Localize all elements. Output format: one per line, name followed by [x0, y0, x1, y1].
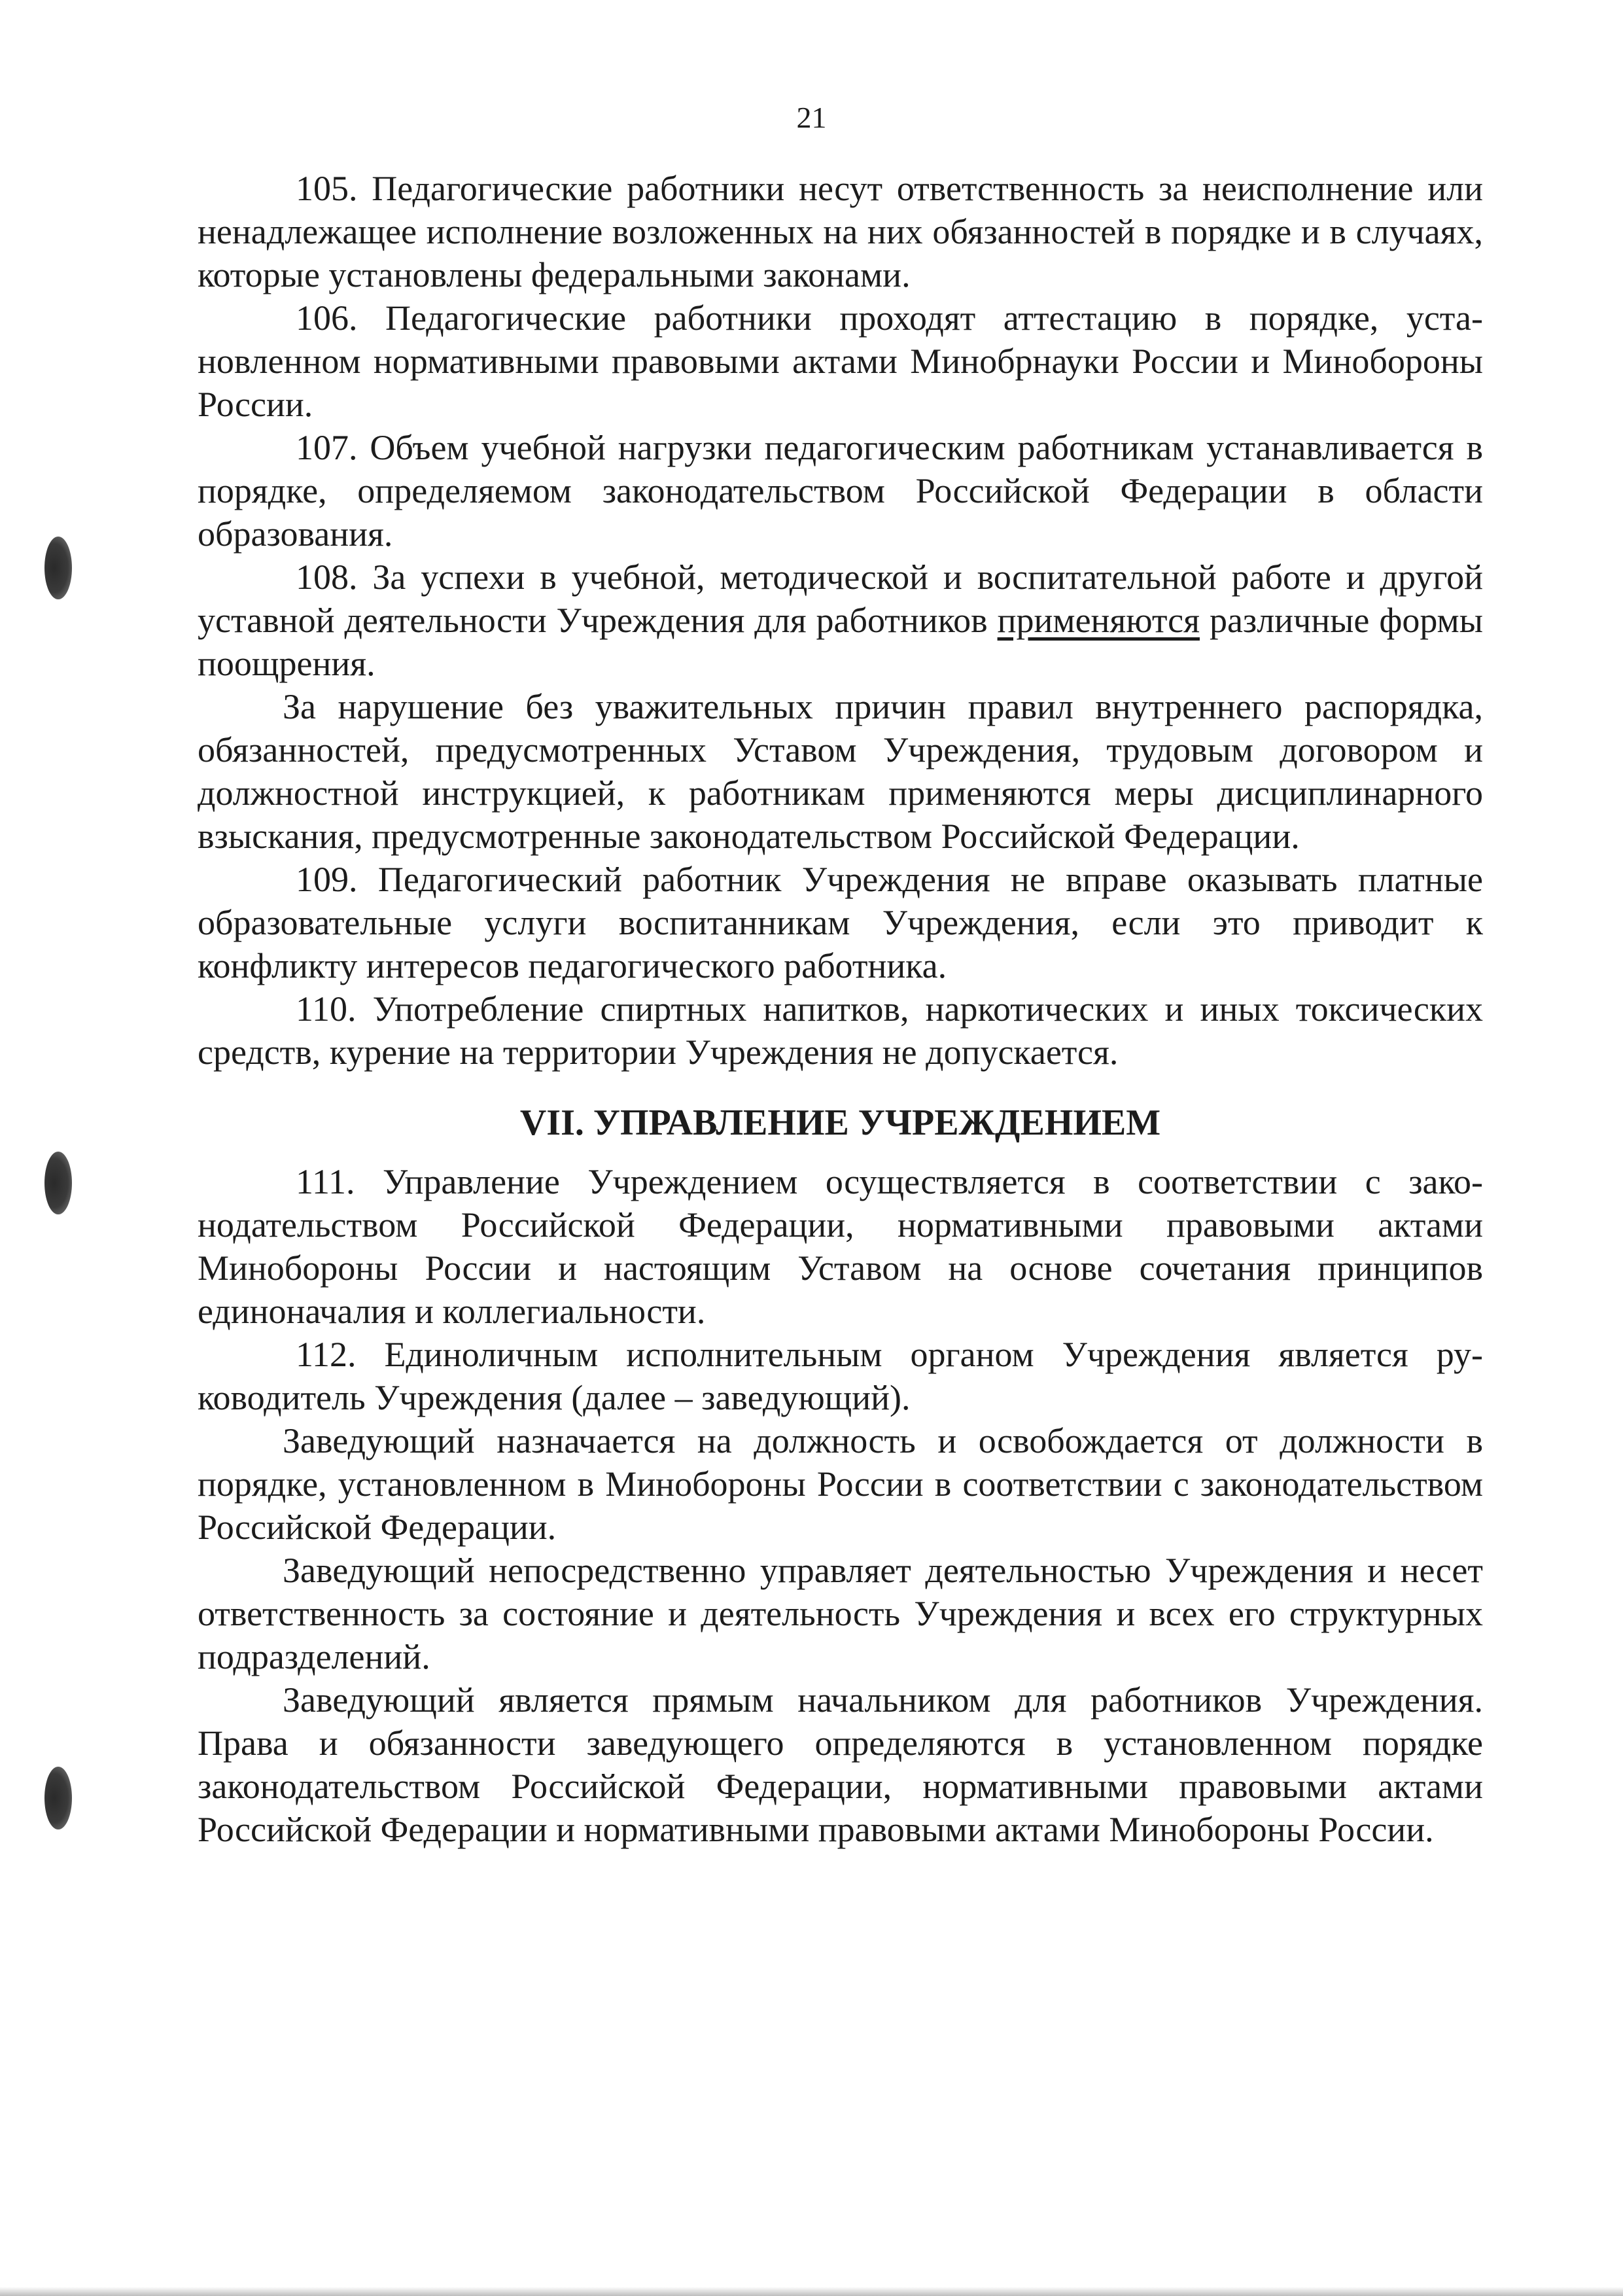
binder-hole-bottom	[44, 1767, 72, 1829]
binder-hole-middle	[44, 1152, 72, 1214]
paragraph-112-appointment: Заведующий назначается на должность и освобождается от должности в порядке, установленном в Минобороны России в соответствии с законодательством Российской Федерации.	[198, 1421, 1483, 1547]
paragraph-110: 110. Употребление спиртных напитков, наркотических и иных токсических средств, курение на территории Учреждения не допускается.	[198, 989, 1483, 1072]
paragraph-106: 106. Педагогические работники проходят аттестацию в порядке, установленном нормативными правовыми актами Минобрнауки России и Минобороны России.	[198, 298, 1483, 424]
paragraph-112: 112. Единоличным исполнительным органом Учреждения является руководитель Учреждения (далее – заведующий).	[198, 1335, 1483, 1417]
paragraph-112-responsibility: Заведующий непосредственно управляет деятельностью Учреждения и несет ответственность за состояние и деятельность Учреждения и всех его структурных подразделений.	[198, 1551, 1483, 1676]
paragraph-107: 107. Объем учебной нагрузки педагогическим работникам устанавливается в порядке, определяемом законодательством Российской Федерации в области образования.	[198, 428, 1483, 554]
section-heading: VII. УПРАВЛЕНИЕ УЧРЕЖДЕНИЕМ	[519, 1103, 1161, 1143]
paragraph-108-text-end: различные формы поощрения.	[198, 601, 1483, 683]
paragraph-112-rights: Заведующий является прямым начальником для работников Учреждения. Права и обязанности заведующего определяются в установленном порядке законодательством Российской Федерации, нормативными правовыми актами Российской Федерации и нормативными правовыми актами Минобороны России.	[198, 1680, 1483, 1849]
paragraph-108-continuation: За нарушение без уважительных причин правил внутреннего распорядка, обязанностей, предусмотренных Уставом Учреждения, трудовым договором и должностной инструкцией, к работникам применяются меры дисциплинарного взыскания, предусмотренные законодательством Российской Федерации.	[198, 687, 1483, 856]
paragraph-108	[198, 556, 1483, 685]
page-bottom-edge	[0, 2287, 1623, 2296]
binder-hole-top	[44, 537, 72, 599]
paragraph-108-underlined-word: применяются	[997, 601, 1200, 640]
paragraph-105: 105. Педагогические работники несут ответственность за неисполнение или ненадлежащее исполнение возложенных на них обязанностей в порядке и в случаях, которые установлены федеральными законами.	[198, 169, 1483, 294]
document-body	[198, 167, 1483, 1851]
paragraph-109: 109. Педагогический работник Учреждения не вправе оказывать платные образовательные услуги воспитанникам Учреждения, если это приводит к конфликту интересов педагогического работника.	[198, 860, 1483, 985]
paragraph-111: 111. Управление Учреждением осуществляется в соответствии с законодательством Российской Федерации, нормативными правовыми актами Минобороны России и настоящим Уставом на основе сочетания принципов единоначалия и коллегиальности.	[198, 1162, 1483, 1331]
paragraph-108-text-start: 108. За успехи в учебной, методической и воспитательной работе и другой уставной деятельности Учреждения для работников	[198, 557, 1483, 640]
page-number: 21	[796, 101, 827, 134]
